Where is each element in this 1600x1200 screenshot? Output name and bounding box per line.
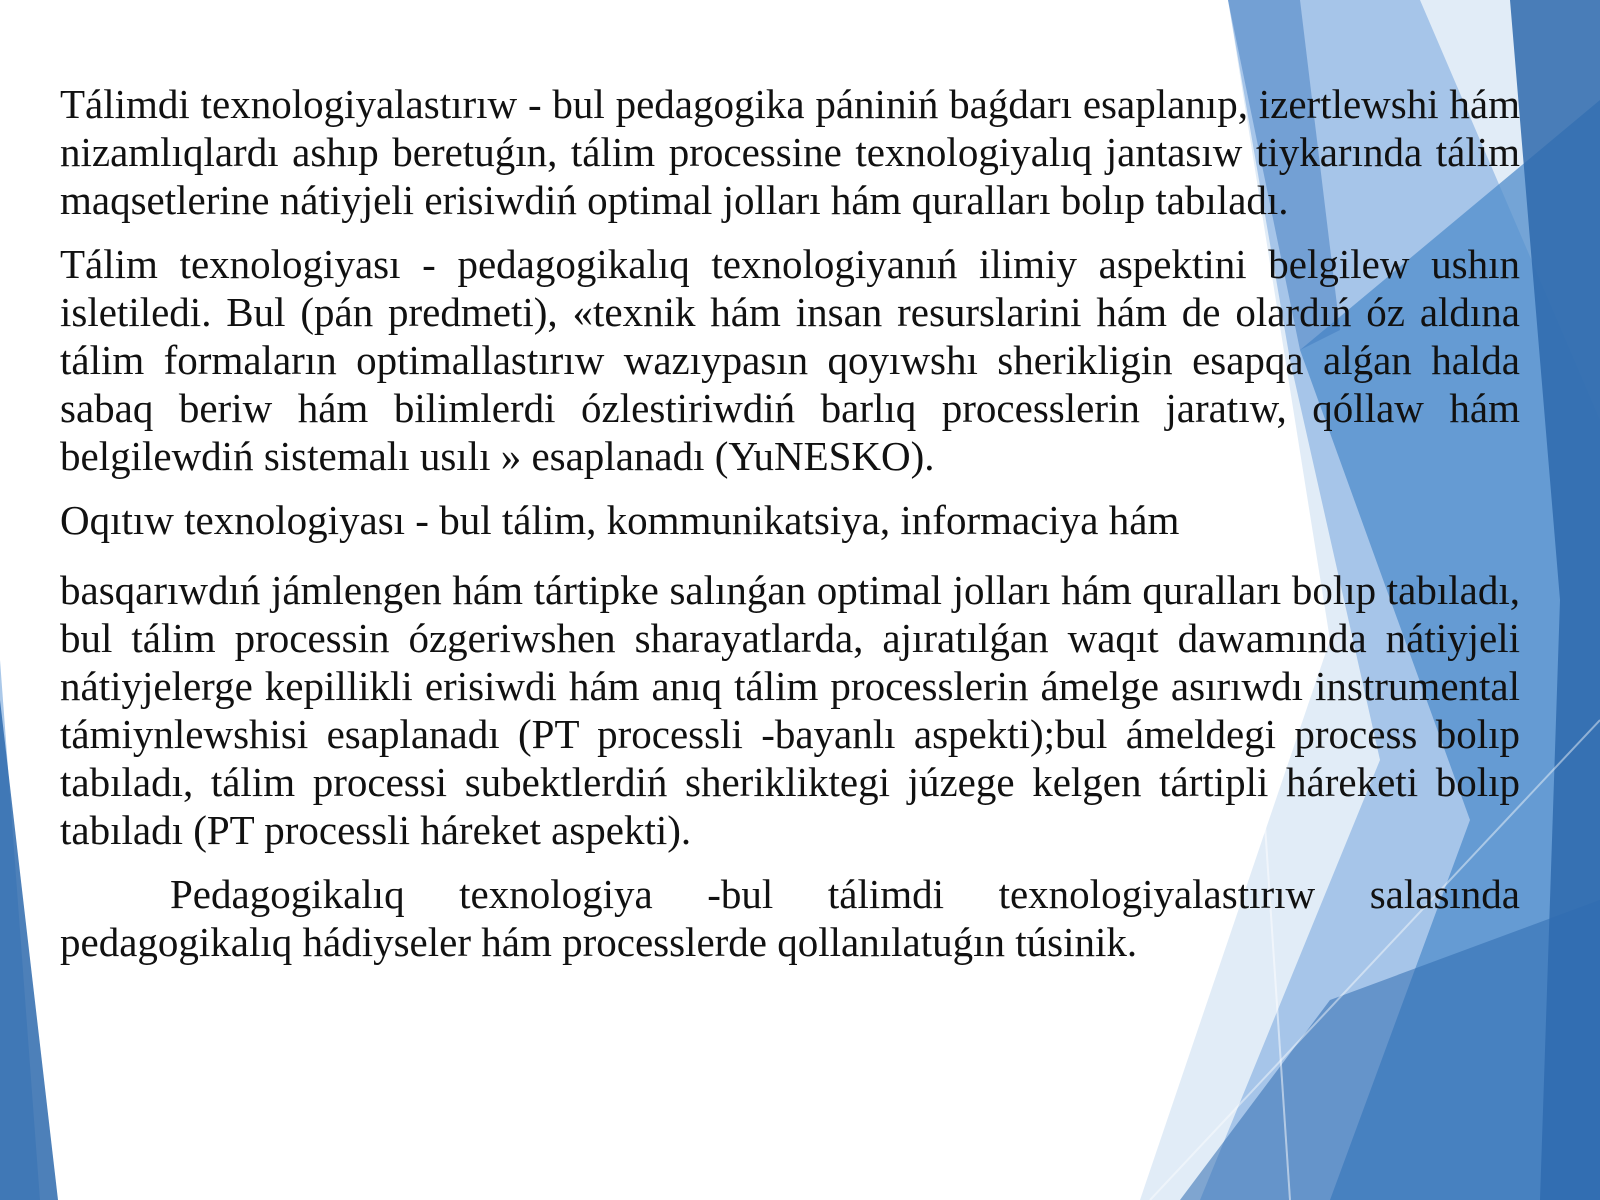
paragraph-3: Oqıtıw texnologiyası - bul tálim, kommunikatsiya, informaciya hám [60, 497, 1180, 543]
paragraph-2: Tálim texnologiyası - pedagogikalıq texnologiyanıń ilimiy aspektini belgilew ushın isletiledi. Bul (pán predmeti), «texnik hám insan resurslarini hám de olardıń óz aldına tálim formaların optimallastırıw wazıypasın qoyıwshı sherikligin esapqa alǵan halda sabaq beriw hám bilimlerdi ózlestiriwdiń barlıq processlerin jaratıw, qóllaw hám belgilewdiń sistemalı usılı » esaplanadı (YuNESKO). [60, 241, 1520, 479]
deco-shape-left-dark [0, 700, 58, 1200]
slide-body [60, 80, 1520, 966]
paragraph-5: Pedagogikalıq texnologiya -bul tálimdi texnologiyalastırıw salasında pedagogikalıq hádiyseler hám processlerde qollanılatuǵın túsinik. [60, 871, 1520, 965]
paragraph-1: Tálimdi texnologiyalastırıw - bul pedagogika pániniń baǵdarı esaplanıp, izertlewshi hám nizamlıqlardı ashıp beretuǵın, tálim processine texnologiyalıq jantasıw tiykarında tálim maqsetlerine nátiyjeli erisiwdiń optimal jolları hám quralları bolıp tabıladı. [60, 81, 1520, 223]
paragraph-4: basqarıwdıń jámlengen hám tártipke salınǵan optimal jolları hám quralları bolıp tabıladı, bul tálim processin ózgeriwshen sharayatlarda, ajıratılǵan waqıt dawamında nátiyjeli nátiyjelerge kepillikli erisiwdi hám anıq tálim processlerin ámelge asırıwdı instrumental támiynlewshisi esaplanadı (PT processli -bayanlı aspekti);bul ámeldegi process bolıp tabıladı, tálim processi subektlerdiń sherikliktegi júzege kelgen tártipli háreketi bolıp tabıladı (PT processli háreket aspekti). [60, 567, 1520, 853]
